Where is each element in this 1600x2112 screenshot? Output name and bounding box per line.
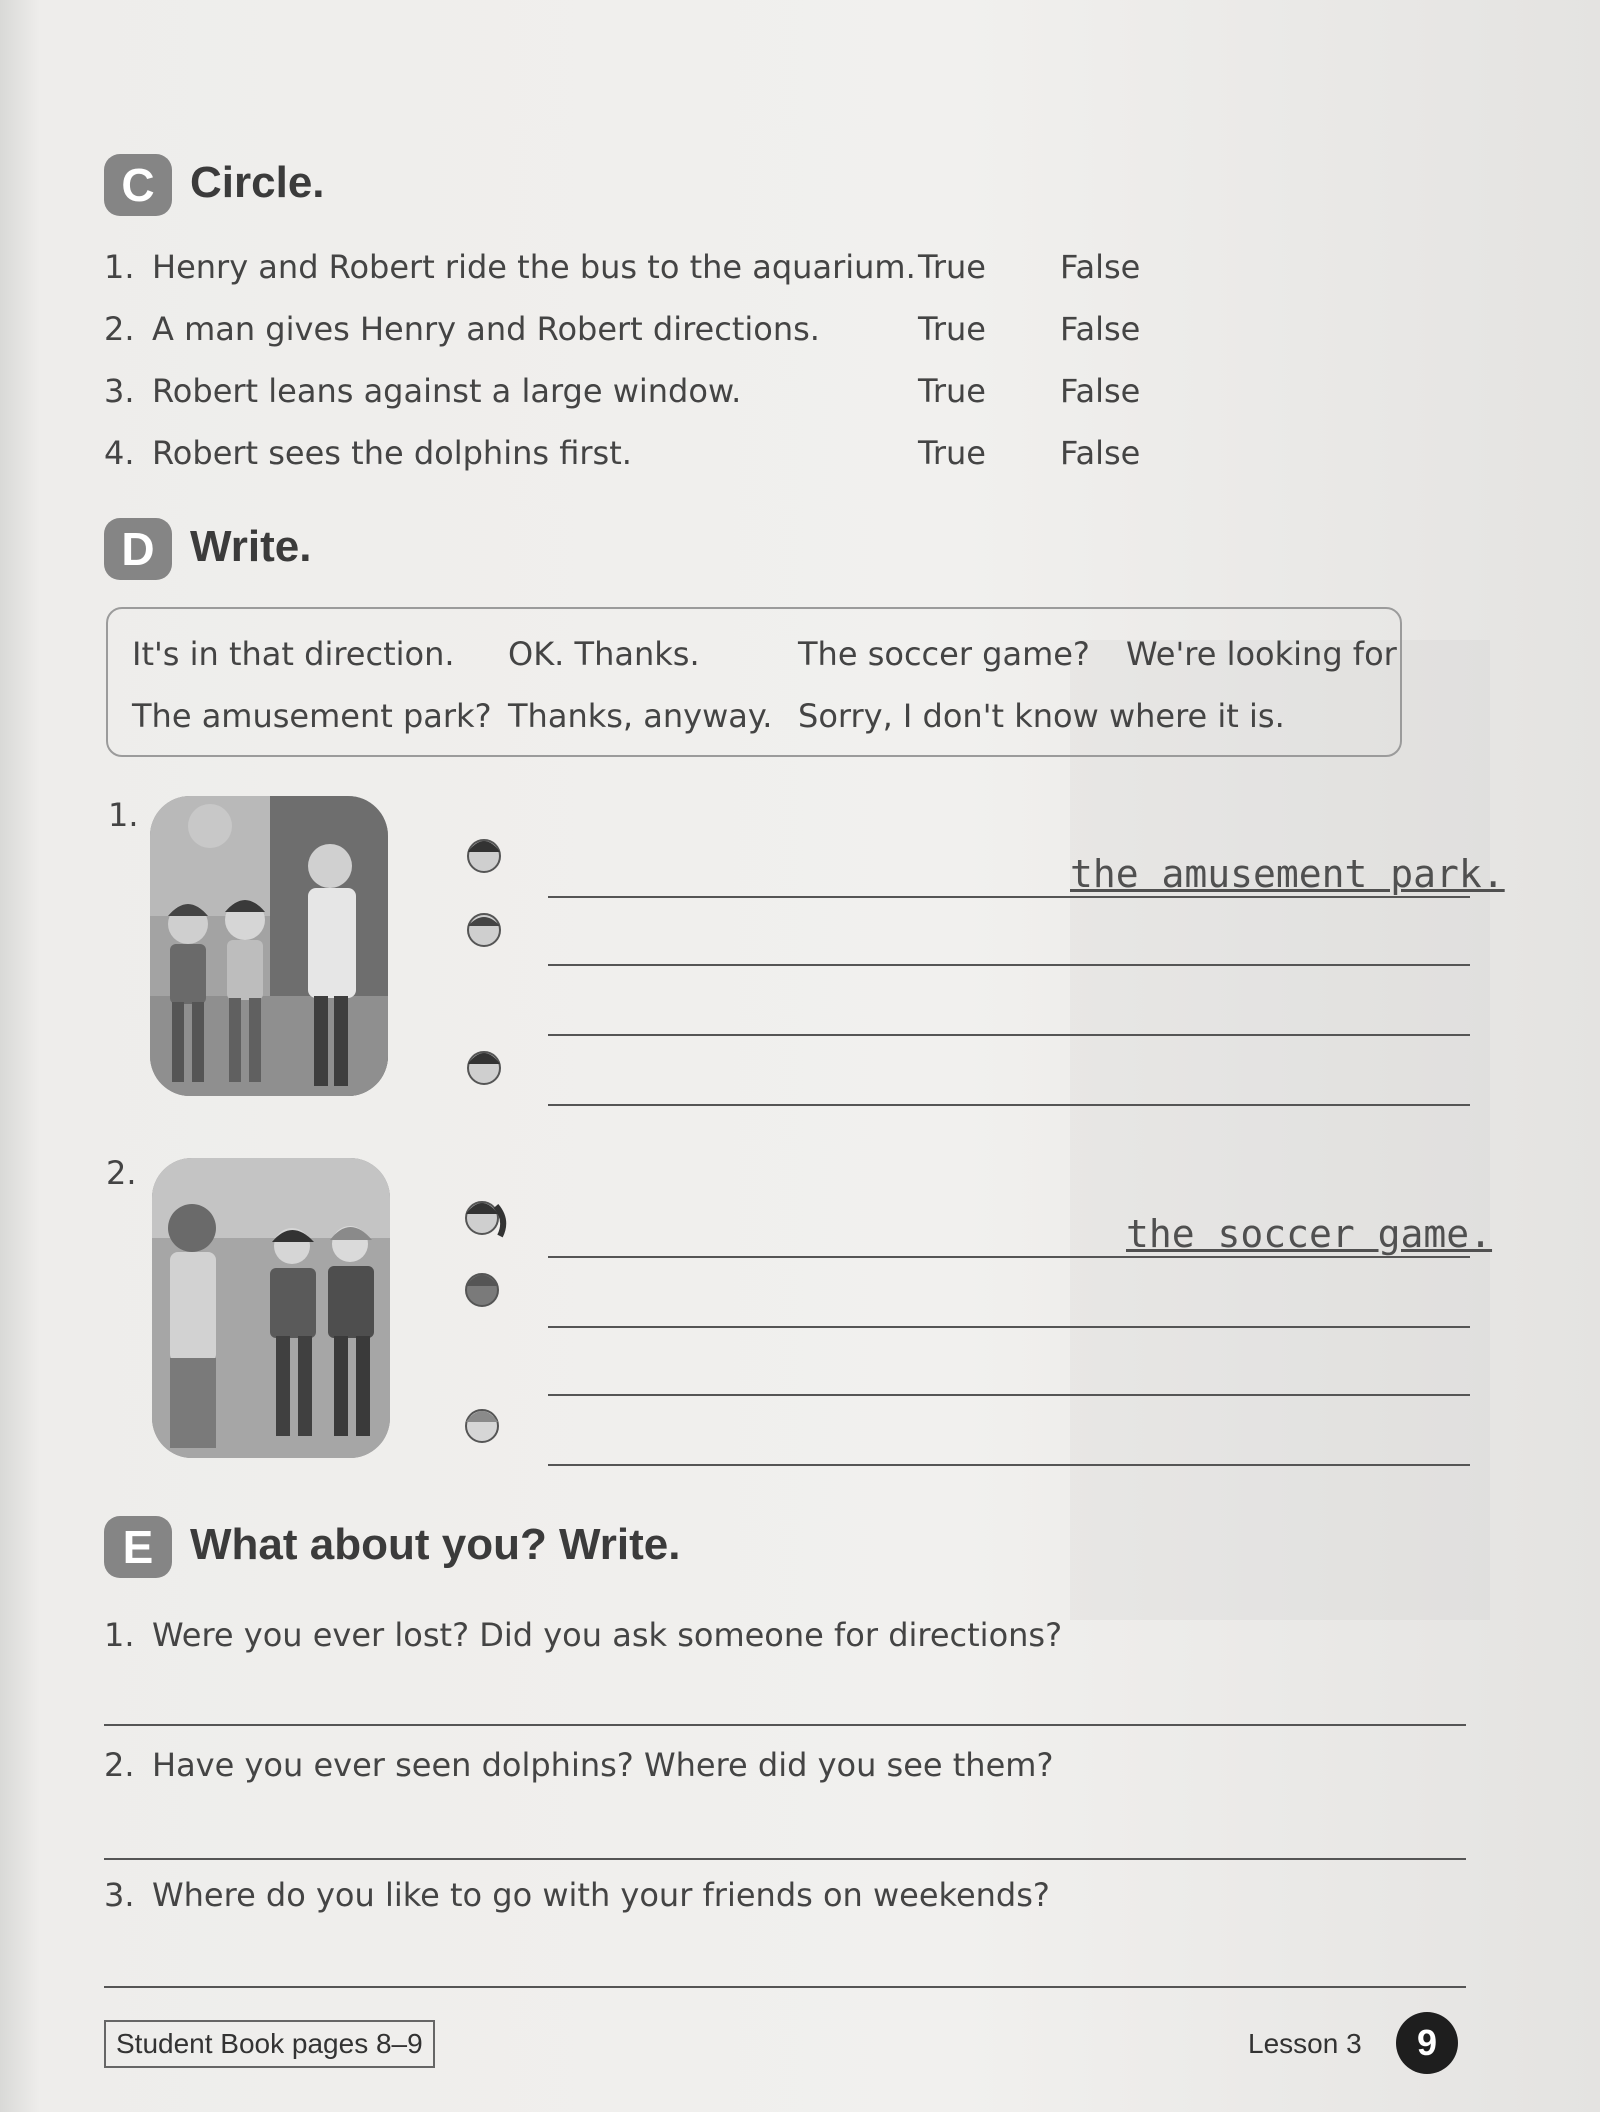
phrase-3: The soccer game? — [798, 635, 1090, 673]
girl-face-icon-3 — [460, 1398, 508, 1454]
circle-item-2 — [104, 310, 820, 348]
section-c-title: Circle. — [190, 158, 325, 207]
section-c-badge: C — [104, 154, 172, 216]
exercise-2-number: 2. — [106, 1154, 137, 1192]
phrase-7: Sorry, I don't know where it is. — [798, 697, 1285, 735]
false-option-1[interactable]: False — [1060, 248, 1141, 286]
answer-line-1c[interactable] — [548, 1034, 1470, 1036]
phrase-1: It's in that direction. — [132, 635, 455, 673]
answer-line-1a[interactable] — [548, 896, 1470, 898]
false-option-2[interactable]: False — [1060, 310, 1141, 348]
question-number: 1. — [104, 1616, 135, 1654]
question-2 — [104, 1746, 1053, 1784]
girls-illustration — [152, 1158, 390, 1458]
item-text: Robert leans against a large window. — [152, 372, 742, 410]
question-text: Have you ever seen dolphins? Where did you see them? — [152, 1746, 1054, 1784]
girl-face-icon-2 — [460, 1262, 508, 1318]
true-option-4[interactable]: True — [918, 434, 986, 472]
phrase-6: Thanks, anyway. — [508, 697, 773, 735]
boy-face-icon-2 — [462, 1042, 506, 1094]
section-e-badge: E — [104, 1516, 172, 1578]
lesson-label: Lesson 3 — [1248, 2028, 1362, 2059]
boys-and-man-illustration — [150, 796, 388, 1096]
question-3 — [104, 1876, 1050, 1914]
girl-face-icon — [460, 1190, 508, 1246]
phrase-5: The amusement park? — [132, 697, 492, 735]
soccer-illustration — [152, 1158, 390, 1458]
item-number: 3. — [104, 372, 135, 410]
student-book-reference: Student Book pages 8–9 — [104, 2020, 435, 2068]
boy-face-icon — [462, 830, 506, 882]
circle-item-1 — [104, 248, 916, 286]
question-1 — [104, 1616, 1062, 1654]
false-option-3[interactable]: False — [1060, 372, 1141, 410]
answer-line-2b[interactable] — [548, 1326, 1470, 1328]
section-d-title: Write. — [190, 522, 312, 571]
item-text: A man gives Henry and Robert directions. — [152, 310, 820, 348]
phrase-2: OK. Thanks. — [508, 635, 700, 673]
true-option-3[interactable]: True — [918, 372, 986, 410]
circle-item-3 — [104, 372, 741, 410]
question-text: Were you ever lost? Did you ask someone for directions? — [152, 1616, 1063, 1654]
question-number: 2. — [104, 1746, 135, 1784]
item-text: Henry and Robert ride the bus to the aquarium. — [152, 248, 916, 286]
item-number: 1. — [104, 248, 135, 286]
item-text: Robert sees the dolphins first. — [152, 434, 632, 472]
item-number: 2. — [104, 310, 135, 348]
man-face-icon — [462, 904, 506, 956]
exercise-1-number: 1. — [108, 796, 139, 834]
question-2-answer-line[interactable] — [104, 1858, 1466, 1860]
question-text: Where do you like to go with your friends on weekends? — [152, 1876, 1050, 1914]
answer-line-2a[interactable] — [548, 1256, 1470, 1258]
question-number: 3. — [104, 1876, 135, 1914]
page-number: 9 — [1396, 2012, 1458, 2074]
phrase-4: We're looking for — [1126, 635, 1397, 673]
item-number: 4. — [104, 434, 135, 472]
true-option-1[interactable]: True — [918, 248, 986, 286]
question-1-answer-line[interactable] — [104, 1724, 1466, 1726]
word-bank-box — [106, 607, 1402, 757]
prefilled-answer-2: the soccer game. — [1126, 1212, 1493, 1256]
answer-line-1d[interactable] — [548, 1104, 1470, 1106]
answer-line-1b[interactable] — [548, 964, 1470, 966]
circle-item-4 — [104, 434, 632, 472]
question-3-answer-line[interactable] — [104, 1986, 1466, 1988]
directions-illustration — [150, 796, 388, 1096]
answer-line-2d[interactable] — [548, 1464, 1470, 1466]
answer-line-2c[interactable] — [548, 1394, 1470, 1396]
section-e-title: What about you? Write. — [190, 1520, 681, 1569]
true-option-2[interactable]: True — [918, 310, 986, 348]
false-option-4[interactable]: False — [1060, 434, 1141, 472]
bleed-through-area — [1070, 640, 1493, 1620]
prefilled-answer-1: the amusement park. — [1070, 852, 1505, 896]
section-d-badge: D — [104, 518, 172, 580]
